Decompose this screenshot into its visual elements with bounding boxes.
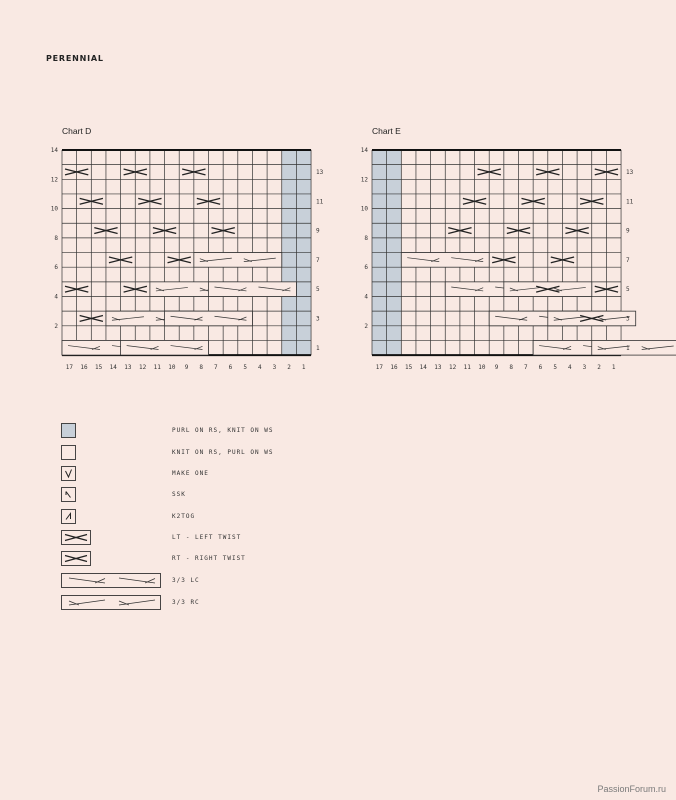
chart-d-title: Chart D — [62, 126, 92, 136]
lc-symbol-icon — [61, 573, 161, 588]
column-number: 5 — [243, 364, 247, 372]
column-number: 8 — [199, 364, 203, 372]
column-number: 16 — [390, 364, 398, 372]
row-number-even: 12 — [360, 176, 368, 184]
legend-label: K2TOG — [172, 513, 196, 520]
lt-symbol-icon — [61, 530, 91, 545]
watermark: PassionForum.ru — [597, 784, 666, 794]
legend-label: KNIT ON RS, PURL ON WS — [172, 449, 274, 456]
column-number: 13 — [434, 364, 442, 372]
row-number-odd: 11 — [316, 198, 324, 206]
legend-label: LT - LEFT TWIST — [172, 534, 242, 541]
row-number-odd: 5 — [626, 286, 630, 294]
row-number-even: 8 — [364, 234, 368, 242]
row-number-even: 8 — [54, 234, 58, 242]
column-number: 3 — [272, 364, 277, 372]
row-number-even: 14 — [360, 147, 368, 154]
rc-symbol-icon — [61, 595, 161, 610]
row-number-even: 14 — [50, 147, 58, 154]
purl-symbol-icon — [61, 423, 76, 438]
page-header: PERENNIAL — [46, 54, 104, 63]
chart-e-title: Chart E — [372, 126, 401, 136]
column-number: 6 — [538, 364, 543, 372]
rt-symbol-icon — [61, 551, 91, 566]
chart-e — [350, 140, 640, 380]
legend-label: MAKE ONE — [172, 470, 209, 477]
legend-label: PURL ON RS, KNIT ON WS — [172, 427, 274, 434]
column-number: 15 — [95, 364, 103, 372]
column-number: 14 — [419, 364, 427, 372]
make-one-symbol-icon — [61, 466, 76, 481]
row-number-odd: 13 — [626, 168, 634, 176]
row-number-even: 2 — [364, 322, 368, 330]
column-number: 15 — [405, 364, 413, 372]
cable-3-3-lc-symbol — [165, 311, 253, 326]
row-number-odd: 11 — [626, 198, 634, 206]
column-number: 14 — [109, 364, 117, 372]
column-number: 11 — [463, 364, 471, 372]
row-number-even: 10 — [360, 205, 368, 213]
cable-3-3-lc-symbol — [401, 253, 489, 268]
row-number-odd: 7 — [316, 256, 320, 264]
column-number: 9 — [494, 364, 499, 372]
legend-label: 3/3 LC — [172, 577, 200, 584]
cable-3-3-rc-symbol — [194, 253, 282, 268]
cable-3-3-lc-symbol — [121, 340, 209, 355]
column-number: 10 — [478, 364, 486, 372]
column-number: 7 — [214, 364, 218, 372]
row-number-odd: 1 — [626, 344, 630, 352]
legend-label: 3/3 RC — [172, 599, 200, 606]
column-number: 2 — [597, 364, 601, 372]
row-number-even: 6 — [54, 264, 58, 272]
column-number: 4 — [257, 364, 262, 372]
legend-label: SSK — [172, 491, 186, 498]
row-number-even: 4 — [54, 293, 58, 301]
column-number: 6 — [228, 364, 233, 372]
row-number-even: 6 — [364, 264, 368, 272]
column-number: 1 — [301, 364, 306, 372]
column-number: 1 — [611, 364, 616, 372]
column-number: 13 — [124, 364, 132, 372]
row-number-odd: 7 — [626, 256, 630, 264]
column-number: 12 — [448, 364, 457, 372]
row-number-odd: 1 — [316, 344, 320, 352]
cable-3-3-lc-symbol — [209, 282, 297, 297]
row-number-even: 4 — [364, 293, 368, 301]
column-number: 5 — [553, 364, 557, 372]
column-number: 12 — [138, 364, 147, 372]
column-number: 8 — [509, 364, 513, 372]
row-number-odd: 5 — [316, 286, 320, 294]
cable-3-3-rc-symbol — [592, 340, 676, 355]
column-number: 10 — [168, 364, 176, 372]
row-number-even: 2 — [54, 322, 58, 330]
chart-d — [40, 140, 330, 380]
row-number-odd: 3 — [626, 315, 630, 323]
column-number: 11 — [153, 364, 161, 372]
column-number: 9 — [184, 364, 189, 372]
knit-symbol-icon — [61, 445, 76, 460]
row-number-odd: 9 — [316, 227, 320, 235]
row-number-odd: 13 — [316, 168, 324, 176]
column-number: 17 — [375, 364, 383, 372]
column-number: 7 — [524, 364, 528, 372]
row-number-even: 10 — [50, 205, 58, 213]
column-number: 16 — [80, 364, 88, 372]
column-number: 2 — [287, 364, 291, 372]
column-number: 17 — [65, 364, 73, 372]
column-number: 3 — [582, 364, 587, 372]
k2tog-symbol-icon — [61, 509, 76, 524]
legend-label: RT - RIGHT TWIST — [172, 555, 246, 562]
column-number: 4 — [567, 364, 572, 372]
row-number-odd: 3 — [316, 315, 320, 323]
ssk-symbol-icon — [61, 487, 76, 502]
row-number-odd: 9 — [626, 227, 630, 235]
row-number-even: 12 — [50, 176, 58, 184]
